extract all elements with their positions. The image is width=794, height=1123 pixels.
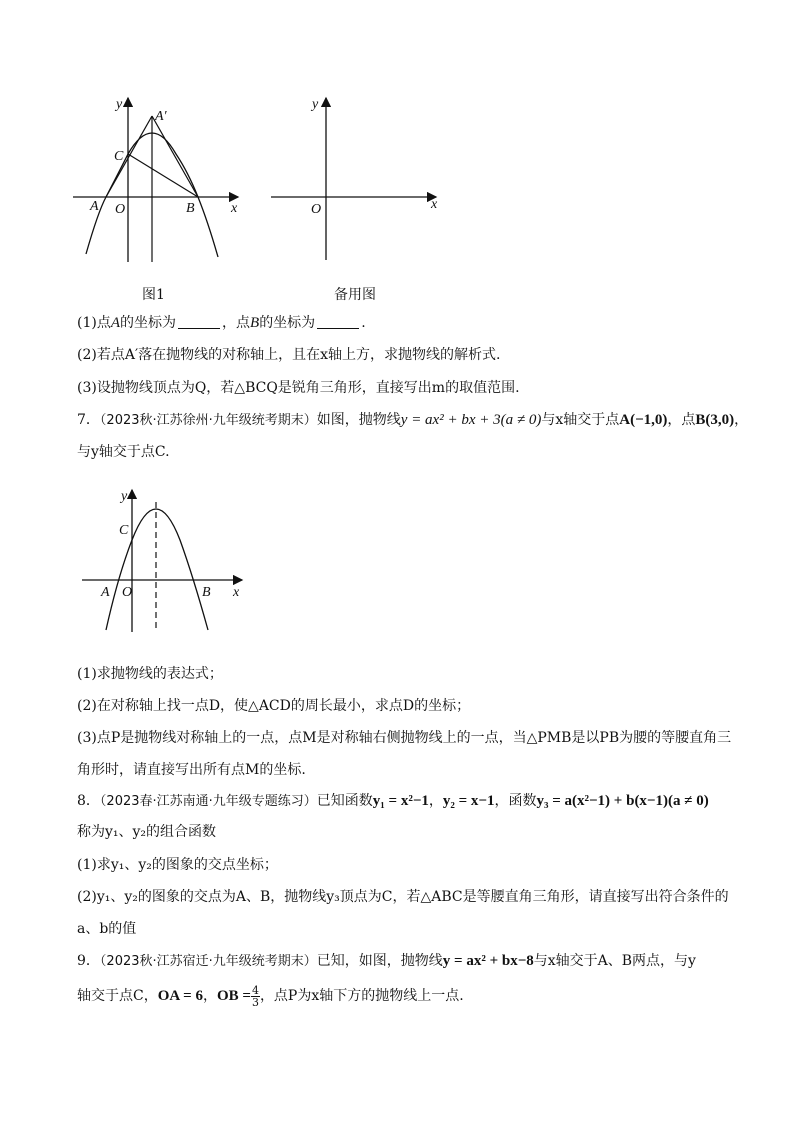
label-A: A [101,585,110,600]
label-B: B [202,585,211,600]
q8-part1: (1)求y₁、y₂的图象的交点坐标； [77,857,278,873]
fraction-4-3: $\frac{4}{3}$ [251,983,259,1009]
q6-part1: (1)点A的坐标为 ，点B的坐标为 . [77,315,366,331]
label-x: x [233,585,240,600]
q7-part1: (1)求抛物线的表达式； [77,666,223,682]
q7-stem-line2: 与y轴交于点C. [77,444,170,460]
answer-blank-2[interactable] [317,314,359,329]
label-A-prime: A′ [155,109,167,124]
figure-1-caption: 图1 [142,287,165,303]
label-C: C [114,149,124,164]
q7-part3-line1: (3)点P是抛物线对称轴上的一点，点M是对称轴右侧抛物线上的一点，当△PMB是以PB为腰的等腰直角三 [77,730,732,746]
q8-stem-line1: 8．（2023春·江苏南通·九年级专题练习）已知函数y₁ = x²−1，y₂ = x−1，函数y₃ = a(x²−1) + b(x−1)(a ≠ 0) [77,793,709,809]
segment-A-Aprime [106,116,152,197]
q7-stem-line1: 7．（2023秋·江苏徐州·九年级统考期末）如图，抛物线y = ax² + bx + 3(a ≠ 0)与x轴交于点A(−1,0)，点B(3,0)， [77,412,749,428]
figure-1 [68,92,248,264]
q7-part2: (2)在对称轴上找一点D，使△ACD的周长最小，求点D的坐标； [77,698,471,714]
label-y: y [116,97,123,112]
figure-backup [266,92,446,264]
q7-part3-line2: 角形时，请直接写出所有点M的坐标. [77,762,306,778]
q8-stem-line2: 称为y₁、y₂的组合函数 [77,824,217,840]
label-y: y [312,97,319,112]
q9-stem-line1: 9．（2023秋·江苏宿迁·九年级统考期末）已知，如图，抛物线y = ax² + bx−8与x轴交于A、B两点，与y [77,953,696,969]
label-O: O [115,202,126,217]
q8-part2-line1: (2)y₁、y₂的图象的交点为A、B，抛物线y₃顶点为C，若△ABC是等腰直角三角形，请直接写出符合条件的 [77,889,729,905]
label-y: y [121,489,128,504]
q9-stem-line2: 轴交于点C，OA = 6，OB = $\frac{4}{3}$ ，点P为x轴下方的抛物线上一点. [77,983,464,1009]
q6-part3: (3)设抛物线顶点为Q，若△BCQ是锐角三角形，直接写出m的取值范围. [77,380,520,396]
label-A: A [90,199,99,214]
label-x: x [431,197,438,212]
label-C: C [119,523,129,538]
label-O: O [311,202,322,217]
figure-backup-caption: 备用图 [334,287,376,303]
answer-blank-1[interactable] [178,314,220,329]
figure-q7 [78,486,250,634]
q6-part2: (2)若点A′落在抛物线的对称轴上，且在x轴上方，求抛物线的解析式. [77,347,501,363]
label-B: B [186,201,195,216]
segment-C-B [128,154,198,197]
label-O: O [122,585,133,600]
segment-Aprime-B [152,116,198,197]
label-x: x [231,201,238,216]
q8-part2-line2: a、b的值 [77,921,137,937]
